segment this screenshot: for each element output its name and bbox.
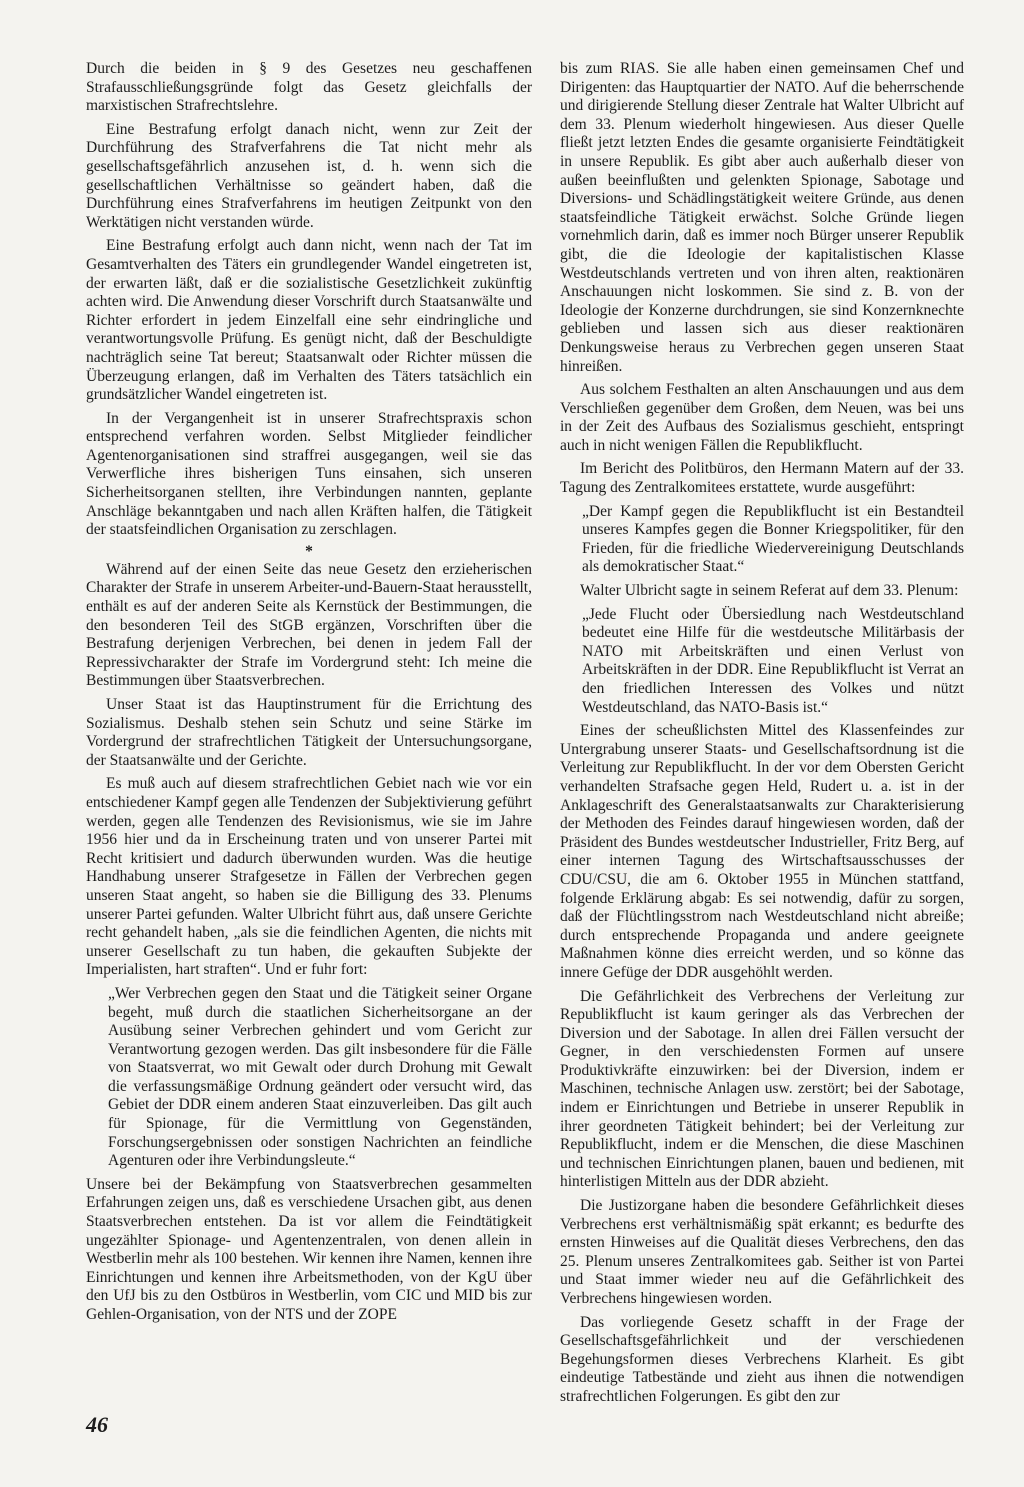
paragraph: Eines der scheußlichsten Mittel des Klassenfeindes zur Untergrabung unserer Staats- und Gesellschaftsordnung ist die Verleitung zur Republikflucht. In der vor dem Obersten Gericht verhandelten Strafsache gegen Held, Rudert u. a. ist in der Anklageschrift des Generalstaatsanwalts zur Charakterisierung der Methoden des Feindes darauf hingewiesen worden, daß der Präsident des Bundes westdeutscher Industrieller, Fritz Berg, auf einer internen Tagung des Wirtschaftsausschusses der CDU/CSU, die am 6. Oktober 1955 in München stattfand, folgende Erklärung abgab: Es sei notwendig, dafür zu sorgen, daß der Flüchtlingsstrom nach Westdeutschland nicht abreiße; durch entsprechende Propaganda und andere geeignete Maßnahmen könne dies erreicht werden, und so könne das innere Gefüge der DDR ausgehöhlt werden. bbox=[560, 722, 964, 981]
paragraph: Aus solchem Festhalten an alten Anschauungen und aus dem Verschließen gegenüber dem Großen, dem Neuen, was bei uns in der Zeit des Aufbaus des Sozialismus geschieht, entspringt auch in nicht wenigen Fällen die Republikflucht. bbox=[560, 381, 964, 454]
paragraph: bis zum RIAS. Sie alle haben einen gemeinsamen Chef und Dirigenten: das Hauptquartier der NATO. Auf die beherrschende und dirigierende Stellung dieser Zentrale hat Walter Ulbricht auf dem 33. Plenum wiederholt hingewiesen. Aus dieser Quelle fließt jetzt letzten Endes die gesamte organisierte Feindtätigkeit in unsere Republik. Es gibt aber auch außerhalb dieser von außen beeinflußten und gelenkten Spionage, Sabotage und Diversions- und Schädlingstätigkeit weitere Gründe, aus denen staatsfeindliche Tätigkeit erwächst. Solche Gründe liegen vornehmlich darin, daß es immer noch Bürger unserer Republik gibt, die die Ideologie der kapitalistischen Klasse Westdeutschlands vertreten und von ihren alten, reaktionären Anschauungen nicht loskommen. Sie sind z. B. von der Ideologie der Konzerne durchdrungen, sie sind Konzernknechte geblieben und lassen sich aus dieser reaktionären Denkungsweise heraus zu Verbrechen gegen unseren Staat hinreißen. bbox=[560, 60, 964, 375]
block-quote: „Jede Flucht oder Übersiedlung nach Westdeutschland bedeutet eine Hilfe für die westdeutsche Militärbasis der NATO mit Arbeitskräften und einen Verlust von Arbeitskräften in der DDR. Eine Republikflucht ist Verrat an den friedlichen Interessen des Volkes und nützt Westdeutschland, das NATO-Basis ist.“ bbox=[582, 605, 964, 716]
section-separator: * bbox=[305, 542, 313, 560]
paragraph: Walter Ulbricht sagte in seinem Referat auf dem 33. Plenum: bbox=[580, 582, 959, 600]
paragraph: Eine Bestrafung erfolgt danach nicht, wenn zur Zeit der Durchführung des Strafverfahrens die Tat nicht mehr als gesellschaftsgefährlich anzusehen ist, d. h. wenn sich die gesellschaftlichen Verhältnisse so geändert haben, daß die Durchführung eines Strafverfahrens im heutigen Zeitpunkt von den Werktätigen nicht verstanden würde. bbox=[86, 120, 532, 231]
left-column bbox=[86, 60, 532, 1330]
paragraph: Im Bericht des Politbüros, den Hermann Matern auf der 33. Tagung des Zentralkomitees erstattete, wurde ausgeführt: bbox=[560, 460, 964, 497]
block-quote: „Wer Verbrechen gegen den Staat und die Tätigkeit seiner Organe begeht, muß durch die staatlichen Sicherheitsorgane an der Ausübung seiner Verbrechen gehindert und vom Gericht zur Verantwortung gezogen werden. Das gilt insbesondere für die Fälle von Staatsverrat, wo mit Gewalt oder durch Drohung mit Gewalt die verfassungsmäßige Ordnung geändert oder versucht wird, das Gebiet der DDR einem anderen Staat einzuverleiben. Das gilt auch für Spionage, für die Vermittlung von Gegenständen, Forschungsergebnissen oder sonstigen Nachrichten an feindliche Agenturen oder ihre Verbindungsleute.“ bbox=[108, 984, 532, 1170]
paragraph: Das vorliegende Gesetz schafft in der Frage der Gesellschaftsgefährlichkeit und der verschiedenen Begehungsformen dieses Verbrechens Klarheit. Es gibt eindeutige Tatbestände und zieht aus ihnen die notwendigen strafrechtlichen Folgerungen. Es gibt den zur bbox=[560, 1313, 964, 1405]
paragraph: Die Gefährlichkeit des Verbrechens der Verleitung zur Republikflucht ist kaum geringer als das Verbrechen der Diversion und der Sabotage. In allen drei Fällen versucht der Gegner, in den verschiedensten Formen auf unsere Produktivkräfte einzuwirken: bei der Diversion, indem er Maschinen, technische Anlagen usw. zerstört; bei der Sabotage, indem er Einrichtungen und Betriebe in unserer Republik in ihrer geordneten Tätigkeit behindert; bei der Verleitung zur Republikflucht, indem er die Menschen, die diese Maschinen und technischen Einrichtungen planen, bauen und bedienen, mit hinterlistigen Mitteln aus der DDR abzieht. bbox=[560, 987, 964, 1191]
paragraph: Die Justizorgane haben die besondere Gefährlichkeit dieses Verbrechens erst verhältnismäßig spät erkannt; es bedurfte des ernsten Hinweises auf die Qualität dieses Verbrechens, den das 25. Plenum unseres Zentralkomitees gab. Seither ist von Partei und Staat immer wieder neu auf die Gefährlichkeit des Verbrechens hingewiesen worden. bbox=[560, 1197, 964, 1307]
block-quote: „Der Kampf gegen die Republikflucht ist ein Bestandteil unseres Kampfes gegen die Bonner Kriegspolitiker, für den Frieden, für die friedliche Wiedervereinigung Deutschlands als demokratischer Staat.“ bbox=[582, 502, 964, 576]
paragraph: Eine Bestrafung erfolgt auch dann nicht, wenn nach der Tat im Gesamtverhalten des Täters ein grundlegender Wandel eingetreten ist, der erwarten läßt, daß er die sozialistische Gesetzlichkeit zukünftig achten wird. Die Anwendung dieser Vorschrift durch Staatsanwälte und Richter erfordert in jedem Einzelfall eine sehr eindringliche und verantwortungsvolle Prüfung. Es genügt nicht, daß der Beschuldigte nachträglich seine Tat bereut; Staatsanwalt oder Richter müssen die Überzeugung erlangen, daß im Verhalten des Täters tatsächlich ein grundsätzlicher Wandel eingetreten ist. bbox=[86, 237, 532, 404]
paragraph: Während auf der einen Seite das neue Gesetz den erzieherischen Charakter der Strafe in unserem Arbeiter-und-Bauern-Staat herausstellt, enthält es auf der anderen Seite als Kernstück der Bestimmungen, die den besonderen Teil des StGB ergänzen, Vorschriften über die Bestrafung derjenigen Verbrechen, bei denen in jedem Fall der Repressivcharakter der Strafe im Vordergrund steht: Ich meine die Bestimmungen über Staatsverbrechen. bbox=[86, 560, 532, 690]
paragraph: Durch die beiden in § 9 des Gesetzes neu geschaffenen Strafausschließungsgründe folgt das Gesetz gleichfalls der marxistischen Strafrechtslehre. bbox=[86, 60, 532, 115]
paragraph: Unsere bei der Bekämpfung von Staatsverbrechen gesammelten Erfahrungen zeigen uns, daß es verschiedene Ursachen gibt, aus denen Staatsverbrechen entstehen. Da ist vor allem die Feindtätigkeit ungezählter Spionage- und Agentenzentralen, von denen allein in Westberlin mehr als 100 bestehen. Wir kennen ihre Namen, kennen ihre Einrichtungen und kennen ihre Arbeitsmethoden, von der KgU über den UfJ bis zu den Ostbüros in Westberlin, vom CIC und MID bis zur Gehlen-Organisation, von der NTS und der ZOPE bbox=[86, 1175, 532, 1323]
paragraph: Es muß auch auf diesem strafrechtlichen Gebiet nach wie vor ein entschiedener Kampf gegen alle Tendenzen der Subjektivierung geführt werden, gegen alle Tendenzen des Revisionismus, wie sie im Jahre 1956 hier und da in Erscheinung traten und von unserer Partei mit Recht kritisiert und dadurch überwunden wurden. Was die heutige Handhabung unserer Strafgesetze in Fällen der Verbrechen gegen unseren Staat angeht, so haben sie die Billigung des 33. Plenums unserer Partei gefunden. Walter Ulbricht führt aus, daß unsere Gerichte recht gehandelt haben, „als sie die feindlichen Agenten, die nichts mit unserer Gesellschaft zu tun haben, die gekauften Subjekte der Imperialisten, hart straften“. Und er fuhr fort: bbox=[86, 775, 532, 979]
paragraph: Unser Staat ist das Hauptinstrument für die Errichtung des Sozialismus. Deshalb stehen sein Schutz und seine Stärke im Vordergrund der strafrechtlichen Tätigkeit der Untersuchungsorgane, der Staatsanwälte und der Gerichte. bbox=[86, 696, 532, 769]
paragraph: In der Vergangenheit ist in unserer Strafrechtspraxis schon entsprechend verfahren worden. Selbst Mitglieder feindlicher Agentenorganisationen sind straffrei ausgegangen, weil sie das Verwerfliche ihres bisherigen Tuns einsahen, sich unseren Sicherheitsorganen stellten, ihre Verbindungen nannten, geplante Anschläge bekanntgaben und nach allen Kräften halfen, die Tätigkeit der staatsfeindlichen Organisation zu zerschlagen. bbox=[86, 409, 532, 539]
page-number: 46 bbox=[86, 1412, 108, 1437]
right-column bbox=[560, 60, 964, 1412]
